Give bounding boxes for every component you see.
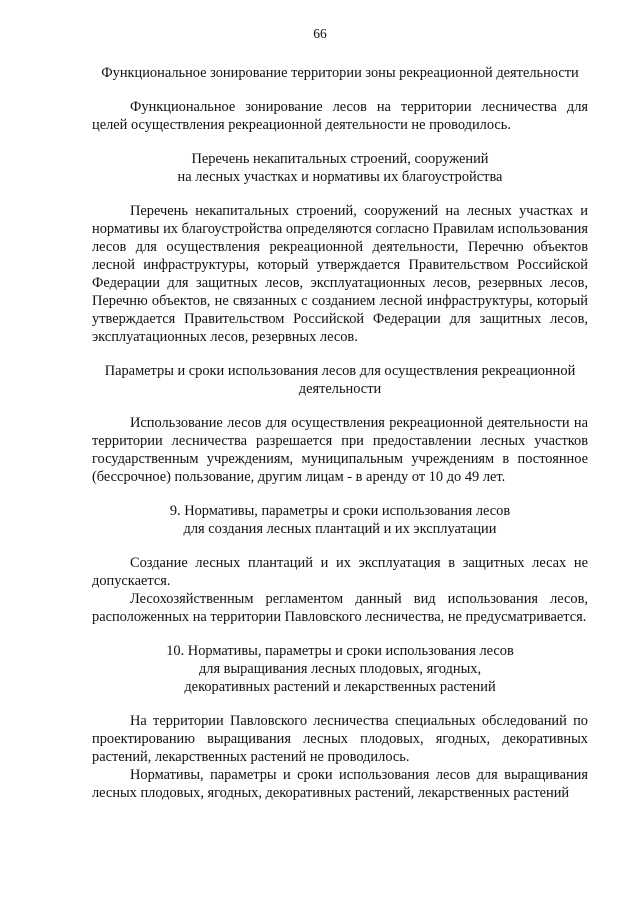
- paragraph-plantations-2: Лесохозяйственным регламентом данный вид использования лесов, расположенных на территории Павловского лесничества, не предусматривается.: [92, 591, 588, 625]
- heading-line: 10. Нормативы, параметры и сроки использования лесов: [166, 643, 514, 659]
- page-number: 66: [313, 26, 327, 41]
- heading-line: для выращивания лесных плодовых, ягодных,: [198, 661, 482, 677]
- heading-line: Перечень некапитальных строений, сооружений: [191, 151, 489, 167]
- paragraph-zoning: Функциональное зонирование лесов на территории лесничества для целей осуществления рекреационной деятельности не проводилось.: [92, 99, 588, 133]
- paragraph-cultivation-2: Нормативы, параметры и сроки использования лесов для выращивания лесных плодовых, ягодных, декоративных растений, лекарственных растений: [92, 767, 588, 801]
- document-body: [92, 64, 588, 802]
- paragraph-plantations-1: Создание лесных плантаций и их эксплуатация в защитных лесах не допускается.: [92, 555, 588, 589]
- section-heading-zoning: Функциональное зонирование территории зоны рекреационной деятельности: [101, 65, 579, 81]
- section-heading-structures: [92, 150, 588, 186]
- heading-line: Параметры и сроки использования лесов для осуществления рекреационной: [104, 363, 576, 379]
- heading-line: деятельности: [298, 381, 382, 397]
- paragraph-structures: Перечень некапитальных строений, сооружений на лесных участках и нормативы их благоустройства определяются согласно Правилам использования лесов для осуществления рекреационной деятельности, Перечню объектов лесной инфраструктуры, который утверждается Правительством Российской Федерации для защитных лесов, эксплуатационных лесов, резервных лесов, Перечню объектов, не связанных с созданием лесной инфраструктуры, который утверждается Правительством Российской Федерации для защитных лесов, эксплуатационных лесов, резервных лесов.: [92, 203, 588, 345]
- section-heading-cultivation: [92, 642, 588, 696]
- section-heading-plantations: [92, 502, 588, 538]
- heading-line: для создания лесных плантаций и их эксплуатации: [183, 521, 497, 537]
- section-heading-recreation-params: [92, 362, 588, 398]
- paragraph-cultivation-1: На территории Павловского лесничества специальных обследований по проектированию выращивания лесных плодовых, ягодных, декоративных растений, лекарственных растений не проводилось.: [92, 713, 588, 765]
- heading-line: на лесных участках и нормативы их благоустройства: [177, 169, 503, 185]
- paragraph-recreation-params: Использование лесов для осуществления рекреационной деятельности на территории лесничества разрешается при предоставлении лесных участков государственным учреждениям, муниципальным учреждениям в постоянное (бессрочное) пользование, другим лицам - в аренду от 10 до 49 лет.: [92, 415, 588, 485]
- heading-line: декоративных растений и лекарственных растений: [184, 679, 496, 695]
- heading-line: 9. Нормативы, параметры и сроки использования лесов: [169, 503, 511, 519]
